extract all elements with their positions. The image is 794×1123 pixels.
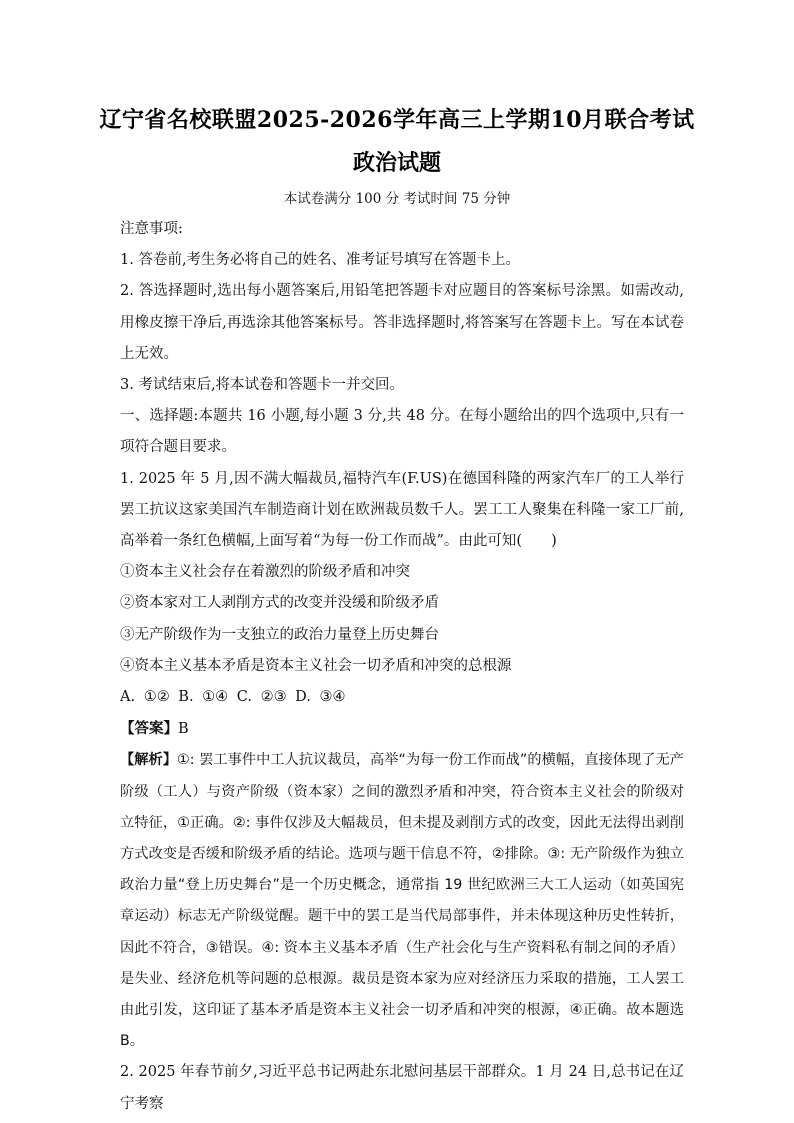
question-1-answer	[120, 713, 684, 745]
analysis-text: ①: 罢工事件中工人抗议裁员，高举“为每一份工作而战”的横幅，直接体现了无产阶级（工人）与资产阶级（资本家）之间的激烈矛盾和冲突，符合资本主义社会的阶级对立特征，①正确。②: 事件仅涉及大幅裁员，但未提及剥削方式的改变，因此无法得出剥削方式改变是否缓和阶级矛盾的结论。选项与题干信息不符，②排除。③: 无产阶级作为独立政治力量“登上历史舞台”是一个历史概念，通常指 19 世纪欧洲三大工人运动（如英国宪章运动）标志无产阶级觉醒。题干中的罢工是当代局部事件，并未体现这种历史性转折，因此不符合，③错误。④: 资本主义基本矛盾（生产社会化与生产资料私有制之间的矛盾）是失业、经济危机等问题的总根源。裁员是资本家为应对经济压力采取的措施，工人罢工由此引发，这印证了基本矛盾是资本主义社会一切矛盾和冲突的根源，④正确。故本题选 B。	[120, 752, 684, 1050]
question-1-options: A. ①② B. ①④ C. ②③ D. ③④	[120, 689, 346, 706]
note-item-1: 1. 答卷前,考生务必将自己的姓名、准考证号填写在答题卡上。	[120, 252, 521, 269]
question-1-choice-4: ④资本主义基本矛盾是资本主义社会一切矛盾和冲突的总根源	[120, 657, 512, 674]
question-1-choice-1: ①资本主义社会存在着激烈的阶级矛盾和冲突	[120, 564, 410, 581]
notes-heading: 注意事项:	[120, 221, 183, 237]
exam-title: 辽宁省名校联盟2025-2026学年高三上学期10月联合考试	[99, 107, 695, 133]
document-body	[120, 214, 684, 1120]
exam-meta: 本试卷满分 100 分 考试时间 75 分钟	[283, 191, 511, 207]
exam-subtitle: 政治试题	[352, 150, 441, 176]
section-heading: 一、选择题:本题共 16 小题,每小题 3 分,共 48 分。在每小题给出的四个选项中,只有一项符合题目要求。	[120, 408, 684, 456]
answer-label: 【答案】	[120, 720, 178, 738]
note-item-3: 3. 考试结束后,将本试卷和答题卡一并交回。	[120, 377, 405, 394]
question-1-choice-3: ③无产阶级作为一支独立的政治力量登上历史舞台	[120, 626, 439, 643]
question-1-stem: 1. 2025 年 5 月,因不满大幅裁员,福特汽车(F.US)在德国科隆的两家汽车厂的工人举行罢工抗议这家美国汽车制造商计划在欧洲裁员数千人。罢工工人聚集在科隆一家工厂前,高举着一条红色横幅,上面写着“为每一份工作而战”。由此可知( )	[120, 470, 684, 550]
question-1-choice-2: ②资本家对工人剥削方式的改变并没缓和阶级矛盾	[120, 595, 439, 612]
answer-value: B	[178, 721, 189, 738]
question-2-stem: 2. 2025 年春节前夕,习近平总书记两赴东北慰问基层干部群众。1 月 24 日,总书记在辽宁考察	[120, 1064, 684, 1112]
question-1-analysis	[120, 745, 684, 1057]
analysis-label: 【解析】	[120, 752, 177, 769]
note-item-2: 2. 答选择题时,选出每小题答案后,用铅笔把答题卡对应题目的答案标号涂黑。如需改动,用橡皮擦干净后,再选涂其他答案标号。答非选择题时,将答案写在答题卡上。写在本试卷上无效。	[120, 283, 684, 362]
